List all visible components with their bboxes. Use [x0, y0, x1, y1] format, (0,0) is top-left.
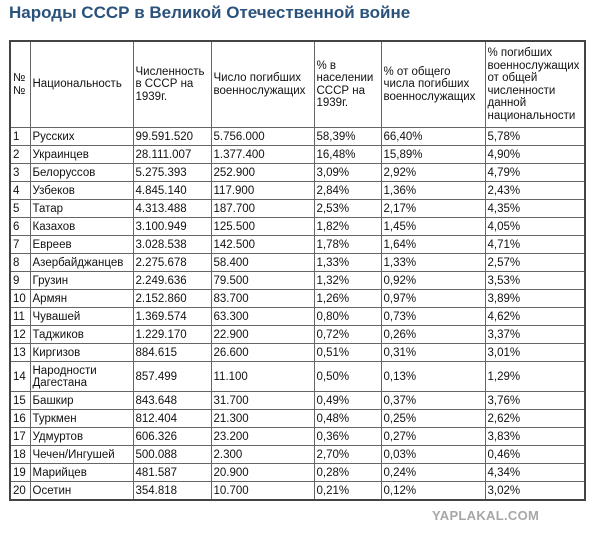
cell-percent-total-killed: 0,26% [381, 326, 485, 344]
cell-nationality: Русских [30, 128, 133, 146]
cell-percent-total-killed: 0,97% [381, 290, 485, 308]
cell-percent-total-killed: 0,12% [381, 482, 485, 501]
cell-percent-total-killed: 0,92% [381, 272, 485, 290]
cell-population: 1.229.170 [133, 326, 211, 344]
cell-nationality: Киргизов [30, 344, 133, 362]
cell-killed: 63.300 [211, 308, 314, 326]
table-row [10, 446, 585, 464]
cell-killed: 117.900 [211, 182, 314, 200]
table-body [10, 128, 585, 501]
cell-number: 20 [10, 482, 30, 501]
cell-percent-total-killed: 1,64% [381, 236, 485, 254]
cell-killed: 22.900 [211, 326, 314, 344]
cell-population: 606.326 [133, 428, 211, 446]
cell-killed: 79.500 [211, 272, 314, 290]
table-row [10, 308, 585, 326]
cell-nationality: Народности Дагестана [30, 362, 133, 392]
cell-percent-killed-nationality: 3,37% [485, 326, 585, 344]
cell-number: 6 [10, 218, 30, 236]
cell-percent-population: 1,33% [314, 254, 381, 272]
cell-percent-population: 0,51% [314, 344, 381, 362]
cell-nationality: Татар [30, 200, 133, 218]
cell-percent-population: 0,49% [314, 392, 381, 410]
cell-percent-population: 2,84% [314, 182, 381, 200]
cell-percent-total-killed: 0,03% [381, 446, 485, 464]
table-row [10, 428, 585, 446]
cell-nationality: Удмуртов [30, 428, 133, 446]
cell-population: 1.369.574 [133, 308, 211, 326]
cell-population: 884.615 [133, 344, 211, 362]
cell-number: 11 [10, 308, 30, 326]
cell-population: 99.591.520 [133, 128, 211, 146]
table-row [10, 218, 585, 236]
cell-nationality: Осетин [30, 482, 133, 501]
site-watermark: YAPLAKAL.COM [432, 508, 540, 523]
cell-population: 481.587 [133, 464, 211, 482]
table-row [10, 272, 585, 290]
cell-number: 1 [10, 128, 30, 146]
cell-number: 19 [10, 464, 30, 482]
cell-killed: 83.700 [211, 290, 314, 308]
cell-percent-population: 0,48% [314, 410, 381, 428]
cell-nationality: Узбеков [30, 182, 133, 200]
cell-percent-killed-nationality: 4,79% [485, 164, 585, 182]
cell-percent-population: 1,78% [314, 236, 381, 254]
cell-percent-total-killed: 0,13% [381, 362, 485, 392]
table-row [10, 290, 585, 308]
cell-nationality: Чувашей [30, 308, 133, 326]
cell-number: 13 [10, 344, 30, 362]
cell-percent-population: 0,50% [314, 362, 381, 392]
cell-number: 4 [10, 182, 30, 200]
cell-percent-killed-nationality: 5,78% [485, 128, 585, 146]
cell-nationality: Таджиков [30, 326, 133, 344]
cell-number: 17 [10, 428, 30, 446]
cell-nationality: Чечен/Ингушей [30, 446, 133, 464]
cell-percent-population: 0,36% [314, 428, 381, 446]
cell-population: 354.818 [133, 482, 211, 501]
cell-killed: 11.100 [211, 362, 314, 392]
cell-percent-population: 3,09% [314, 164, 381, 182]
cell-nationality: Казахов [30, 218, 133, 236]
cell-percent-total-killed: 0,31% [381, 344, 485, 362]
cell-killed: 125.500 [211, 218, 314, 236]
cell-population: 857.499 [133, 362, 211, 392]
cell-killed: 58.400 [211, 254, 314, 272]
cell-killed: 23.200 [211, 428, 314, 446]
cell-number: 7 [10, 236, 30, 254]
cell-population: 500.088 [133, 446, 211, 464]
cell-percent-killed-nationality: 1,29% [485, 362, 585, 392]
cell-killed: 21.300 [211, 410, 314, 428]
cell-population: 5.275.393 [133, 164, 211, 182]
cell-percent-total-killed: 0,27% [381, 428, 485, 446]
cell-killed: 20.900 [211, 464, 314, 482]
cell-number: 14 [10, 362, 30, 392]
table-row [10, 128, 585, 146]
cell-percent-population: 0,72% [314, 326, 381, 344]
cell-percent-total-killed: 2,17% [381, 200, 485, 218]
cell-population: 4.313.488 [133, 200, 211, 218]
cell-percent-killed-nationality: 3,83% [485, 428, 585, 446]
cell-population: 3.100.949 [133, 218, 211, 236]
page-title: Народы СССР в Великой Отечественной войне [9, 3, 411, 22]
cell-nationality: Марийцев [30, 464, 133, 482]
cell-number: 12 [10, 326, 30, 344]
table-row [10, 200, 585, 218]
cell-population: 3.028.538 [133, 236, 211, 254]
cell-percent-killed-nationality: 3,89% [485, 290, 585, 308]
table-header-row [10, 41, 585, 128]
cell-population: 28.111.007 [133, 146, 211, 164]
cell-killed: 142.500 [211, 236, 314, 254]
cell-percent-total-killed: 1,36% [381, 182, 485, 200]
cell-number: 2 [10, 146, 30, 164]
header-percent-of-total-killed: % от общего числа погибших военнослужащих [381, 41, 485, 128]
cell-population: 812.404 [133, 410, 211, 428]
cell-percent-population: 2,70% [314, 446, 381, 464]
cell-percent-total-killed: 0,73% [381, 308, 485, 326]
cell-percent-total-killed: 2,92% [381, 164, 485, 182]
table-row [10, 464, 585, 482]
cell-population: 2.249.636 [133, 272, 211, 290]
table-row [10, 362, 585, 392]
cell-percent-population: 1,82% [314, 218, 381, 236]
cell-killed: 31.700 [211, 392, 314, 410]
cell-killed: 10.700 [211, 482, 314, 501]
table-row [10, 182, 585, 200]
table-row [10, 164, 585, 182]
cell-percent-population: 0,28% [314, 464, 381, 482]
cell-percent-total-killed: 1,45% [381, 218, 485, 236]
table-row [10, 482, 585, 501]
cell-percent-total-killed: 0,37% [381, 392, 485, 410]
cell-killed: 5.756.000 [211, 128, 314, 146]
cell-percent-population: 0,21% [314, 482, 381, 501]
cell-percent-killed-nationality: 3,53% [485, 272, 585, 290]
table-row [10, 326, 585, 344]
cell-nationality: Азербайджанцев [30, 254, 133, 272]
cell-killed: 2.300 [211, 446, 314, 464]
cell-number: 8 [10, 254, 30, 272]
cell-nationality: Башкир [30, 392, 133, 410]
cell-killed: 187.700 [211, 200, 314, 218]
cell-population: 843.648 [133, 392, 211, 410]
cell-number: 3 [10, 164, 30, 182]
cell-nationality: Грузин [30, 272, 133, 290]
cell-population: 2.152.860 [133, 290, 211, 308]
cell-nationality: Туркмен [30, 410, 133, 428]
cell-percent-killed-nationality: 3,02% [485, 482, 585, 501]
header-percent-population: % в населении СССР на 1939г. [314, 41, 381, 128]
cell-percent-total-killed: 0,25% [381, 410, 485, 428]
cell-percent-population: 2,53% [314, 200, 381, 218]
cell-percent-killed-nationality: 2,62% [485, 410, 585, 428]
cell-percent-total-killed: 0,24% [381, 464, 485, 482]
cell-percent-killed-nationality: 4,05% [485, 218, 585, 236]
cell-percent-killed-nationality: 0,46% [485, 446, 585, 464]
cell-number: 9 [10, 272, 30, 290]
cell-percent-population: 0,80% [314, 308, 381, 326]
cell-percent-killed-nationality: 4,35% [485, 200, 585, 218]
header-nationality: Национальность [30, 41, 133, 128]
cell-number: 16 [10, 410, 30, 428]
cell-percent-population: 1,32% [314, 272, 381, 290]
cell-percent-killed-nationality: 4,90% [485, 146, 585, 164]
header-percent-killed-of-nationality: % погибших военнослужащих от общей численности данной национальности [485, 41, 585, 128]
cell-killed: 1.377.400 [211, 146, 314, 164]
header-population-1939: Численность в СССР на 1939г. [133, 41, 211, 128]
cell-percent-total-killed: 66,40% [381, 128, 485, 146]
table-row [10, 344, 585, 362]
cell-nationality: Евреев [30, 236, 133, 254]
cell-number: 10 [10, 290, 30, 308]
header-soldiers-killed: Число погибших военнослужащих [211, 41, 314, 128]
cell-population: 2.275.678 [133, 254, 211, 272]
table-row [10, 236, 585, 254]
cell-number: 15 [10, 392, 30, 410]
cell-percent-population: 16,48% [314, 146, 381, 164]
cell-nationality: Белоруссов [30, 164, 133, 182]
table-row [10, 254, 585, 272]
cell-percent-killed-nationality: 3,01% [485, 344, 585, 362]
cell-population: 4.845.140 [133, 182, 211, 200]
cell-percent-killed-nationality: 2,43% [485, 182, 585, 200]
cell-percent-population: 58,39% [314, 128, 381, 146]
table-row [10, 410, 585, 428]
table-row [10, 146, 585, 164]
cell-percent-killed-nationality: 2,57% [485, 254, 585, 272]
header-number: № № [10, 41, 30, 128]
cell-percent-killed-nationality: 4,62% [485, 308, 585, 326]
cell-percent-total-killed: 15,89% [381, 146, 485, 164]
cell-percent-population: 1,26% [314, 290, 381, 308]
cell-percent-total-killed: 1,33% [381, 254, 485, 272]
nationalities-table [9, 40, 586, 501]
cell-percent-killed-nationality: 3,76% [485, 392, 585, 410]
cell-number: 5 [10, 200, 30, 218]
cell-percent-killed-nationality: 4,71% [485, 236, 585, 254]
cell-number: 18 [10, 446, 30, 464]
cell-percent-killed-nationality: 4,34% [485, 464, 585, 482]
table-row [10, 392, 585, 410]
cell-nationality: Украинцев [30, 146, 133, 164]
cell-killed: 252.900 [211, 164, 314, 182]
cell-killed: 26.600 [211, 344, 314, 362]
cell-nationality: Армян [30, 290, 133, 308]
